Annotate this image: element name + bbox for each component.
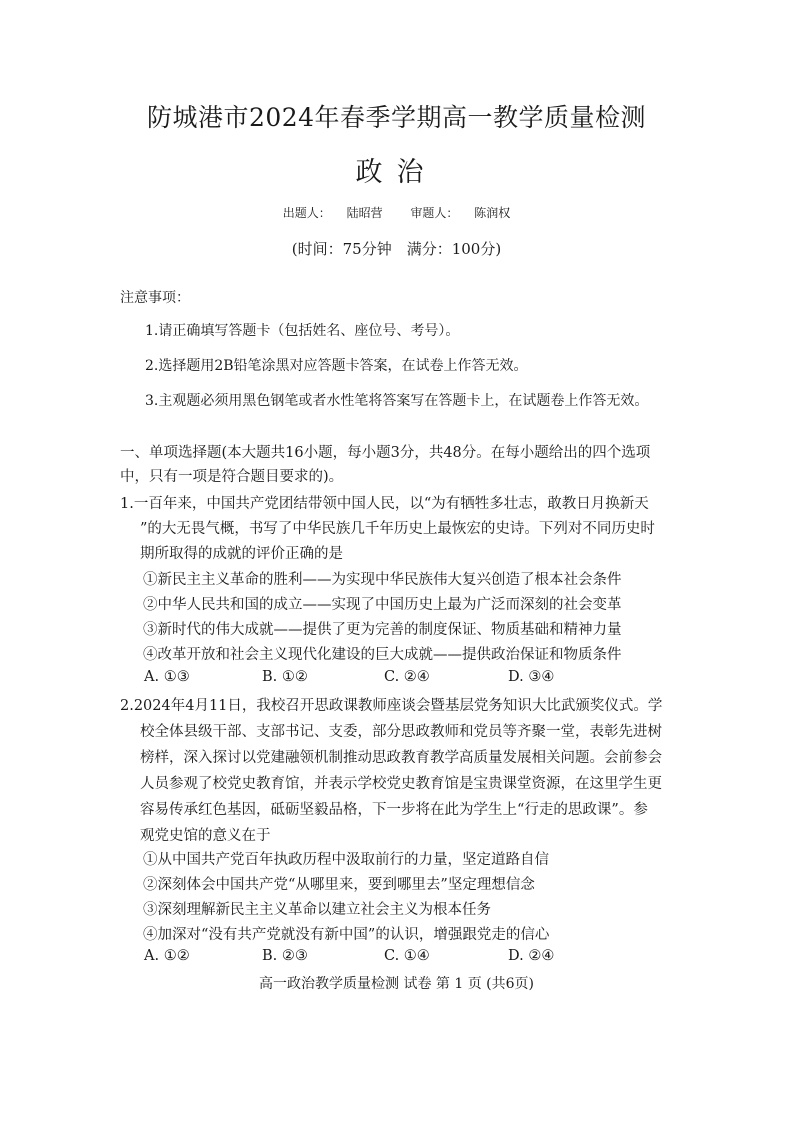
note-item: 3.主观题必须用黑色钢笔或者水性笔将答案写在答题卡上，在试题卷上作答无效。 xyxy=(145,393,649,409)
question-2-option: ①从中国共产党百年执政历程中汲取前行的力量，坚定道路自信 xyxy=(143,852,549,868)
reviewer-name: 陈润权 xyxy=(474,206,511,220)
question-2-stem: 观党史馆的意义在于 xyxy=(140,828,271,844)
question-1-option: ②中华人民共和国的成立——实现了中国历史上最为广泛而深刻的社会变革 xyxy=(143,597,622,613)
answer-choice-a: A. ①② xyxy=(144,948,190,964)
page-footer: 高一政治教学质量检测 试卷 第 1 页 (共6页) xyxy=(259,976,534,992)
question-2-stem: 人员参观了校党史教育馆，并表示学校党史教育馆是宝贵课堂资源，在这里学生更 xyxy=(140,776,662,792)
answer-choice-d: D. ③④ xyxy=(508,669,555,685)
answer-choice-b: B. ②③ xyxy=(262,948,308,964)
answer-choice-a: A. ①③ xyxy=(144,669,190,685)
question-1-option: ④改革开放和社会主义现代化建设的巨大成就——提供政治保证和物质条件 xyxy=(143,647,622,663)
exam-title: 防城港市2024年春季学期高一教学质量检测 xyxy=(146,103,647,132)
question-2-stem: 容易传承红色基因，砥砺坚毅品格，下一步将在此为学生上“行走的思政课”。参 xyxy=(140,802,648,818)
setter-label xyxy=(277,206,389,220)
answer-choice-b: B. ①② xyxy=(262,669,308,685)
setter-label-text: 出题人： xyxy=(282,206,331,220)
section-heading-cont: 中，只有一项是符合题目要求的)。 xyxy=(120,469,344,485)
question-1-option: ①新民主主义革命的胜利——为实现中华民族伟大复兴创造了根本社会条件 xyxy=(143,572,622,588)
question-1-stem: ”的大无畏气概，书写了中华民族几千年历史上最恢宏的史诗。下列对不同历史时 xyxy=(140,521,655,537)
exam-time-info: (时间：75分钟 满分：100分) xyxy=(291,240,502,258)
setter-name: 陆昭营 xyxy=(346,206,383,220)
reviewer-label xyxy=(404,206,516,220)
note-item: 1.请正确填写答题卡（包括姓名、座位号、考号）。 xyxy=(145,323,460,339)
question-2-option: ③深刻理解新民主主义革命以建立社会主义为根本任务 xyxy=(143,902,491,918)
question-1-answers xyxy=(138,669,698,689)
question-2-answers xyxy=(138,948,698,968)
reviewer-label-text: 审题人： xyxy=(410,206,459,220)
question-2-option: ②深刻体会中国共产党“从哪里来，要到哪里去”坚定理想信念 xyxy=(143,877,535,893)
question-1-option: ③新时代的伟大成就——提供了更为完善的制度保证、物质基础和精神力量 xyxy=(143,622,622,638)
answer-choice-c: C. ①④ xyxy=(384,948,430,964)
question-2-stem: 校全体县级干部、支部书记、支委，部分思政教师和党员等齐聚一堂，表彰先进树 xyxy=(140,724,662,740)
note-item: 2.选择题用2B铅笔涂黑对应答题卡答案，在试卷上作答无效。 xyxy=(145,358,528,374)
notes-heading: 注意事项： xyxy=(120,290,190,306)
author-line xyxy=(0,204,793,221)
answer-choice-c: C. ②④ xyxy=(384,669,430,685)
answer-choice-d: D. ②④ xyxy=(508,948,555,964)
question-2-stem: 2.2024年4月11日，我校召开思政课教师座谈会暨基层党务知识大比武颁奖仪式。学 xyxy=(120,698,663,714)
question-1-stem: 1.一百年来，中国共产党团结带领中国人民，以“为有牺牲多壮志，敢教日月换新天 xyxy=(120,496,649,512)
question-2-stem: 榜样，深入探讨以党建融领机制推动思政教育教学高质量发展相关问题。会前参会 xyxy=(140,750,662,766)
question-1-stem: 期所取得的成就的评价正确的是 xyxy=(140,546,343,562)
subject-title: 政治 xyxy=(355,157,438,188)
question-2-option: ④加深对“没有共产党就没有新中国”的认识，增强跟党走的信心 xyxy=(143,927,550,943)
section-heading: 一、单项选择题(本大题共16小题，每小题3分，共48分。在每小题给出的四个选项 xyxy=(120,445,651,461)
